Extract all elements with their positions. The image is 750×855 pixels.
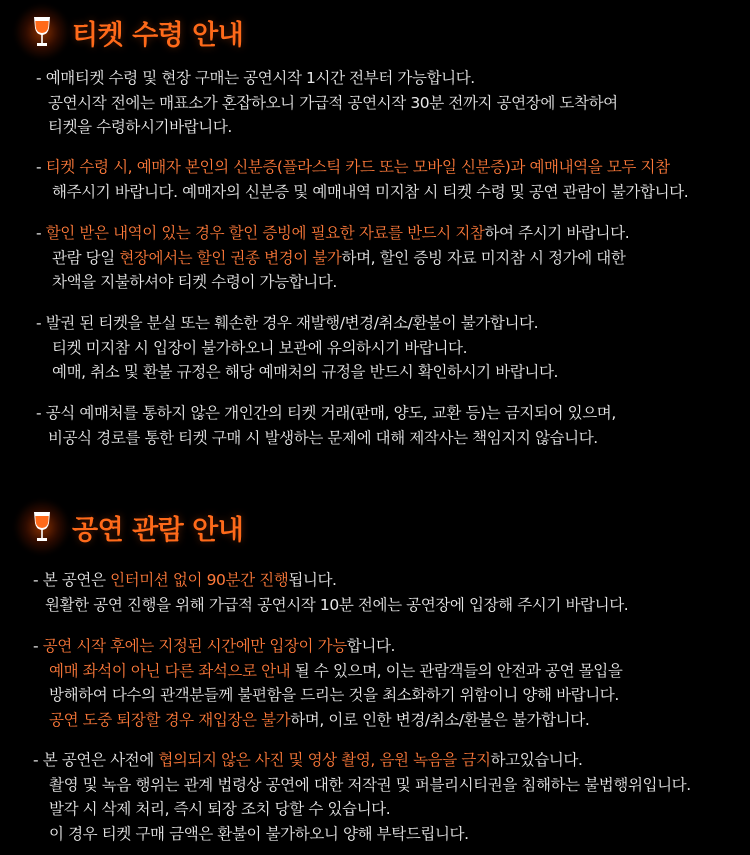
text-line [33,659,738,684]
text-line [33,568,738,593]
body-text: 방해하여 다수의 관객분들께 불편함을 드리는 것을 최소화하기 위함이니 양해 바랍니다. [49,686,619,704]
viewing-item-2 [33,634,738,732]
text-line [33,822,738,847]
body-text: 티켓 미지참 시 입장이 불가하오니 보관에 유의하시기 바랍니다. [52,338,468,357]
body-text: 합니다. [346,637,396,655]
wine-glass-icon [28,14,56,50]
highlight-text: 인터미션 없이 90분간 진행 [110,571,289,589]
text-line [36,115,738,140]
highlight-text: 공연 시작 후에는 지정된 시간에만 입장이 가능 [42,637,347,655]
body-text: - [36,158,46,176]
highlight-text: 현장에서는 할인 권종 변경이 불가 [119,248,342,267]
ticket-item-2 [36,155,738,204]
body-text: - 예매티켓 수령 및 현장 구매는 공연시작 1시간 전부터 가능합니다. [36,69,475,87]
viewing-item-1 [33,568,738,617]
ticket-item-5 [36,401,738,450]
ticket-section-title: 티켓 수령 안내 [72,19,244,51]
text-line [36,246,738,271]
body-text: 원활한 공연 진행을 위해 가급적 공연시작 10분 전에는 공연장에 입장해 주시기 바랍니다. [45,595,629,614]
body-text: 차액을 지불하셔야 티켓 수령이 가능합니다. [52,273,337,291]
ticket-item-1 [36,66,738,140]
body-text: 하며, 할인 증빙 자료 미지참 시 정가에 대한 [341,248,626,267]
body-text: 해주시기 바랍니다. 예매자의 신분증 및 예매내역 미지참 시 티켓 수령 및 공연 관람이 불가합니다. [52,182,689,201]
text-line [33,797,738,822]
highlight-text: 할인 받은 내역이 있는 경우 할인 증빙에 필요한 자료를 반드시 지참 [45,224,485,242]
text-line [33,593,738,618]
text-line [33,748,738,773]
text-line [33,773,738,798]
text-line [36,155,738,180]
body-text: 될 수 있으며, 이는 관람객들의 안전과 공연 몰입을 [290,661,623,680]
body-text: 비공식 경로를 통한 티켓 구매 시 발생하는 문제에 대해 제작사는 책임지지 않습니다. [48,428,598,447]
viewing-section-title: 공연 관람 안내 [72,514,244,546]
text-line [33,683,738,708]
ticket-item-3 [36,221,738,295]
highlight-text: 티켓 수령 시, 예매자 본인의 신분증(플라스틱 카드 또는 모바일 신분증)과 예매내역을 모두 지참 [45,158,670,176]
body-text: - [33,637,43,655]
text-line [36,401,738,426]
body-text: - 본 공연은 [33,571,111,589]
viewing-item-3 [33,748,738,846]
text-line [36,311,738,336]
body-text: 촬영 및 녹음 행위는 관계 법령상 공연에 대한 저작권 및 퍼블리시티권을 침해하는 불법행위입니다. [49,775,691,794]
text-line [36,360,738,385]
body-text: 예매, 취소 및 환불 규정은 해당 예매처의 규정을 반드시 확인하시기 바랍니다. [52,363,559,381]
highlight-text: 협의되지 않은 사진 및 영상 촬영, 음원 녹음을 금지 [158,751,491,769]
body-text: - 공식 예매처를 통하지 않은 개인간의 티켓 거래(판매, 양도, 교환 등)는 금지되어 있으며, [36,404,616,422]
highlight-text: 예매 좌석이 아닌 다른 좌석으로 안내 [49,661,291,680]
body-text: 이 경우 티켓 구매 금액은 환불이 불가하오니 양해 부탁드립니다. [49,824,469,843]
text-line [36,180,738,205]
text-line [33,708,738,733]
body-text: 티켓을 수령하시기바랍니다. [48,118,232,136]
highlight-text: 공연 도중 퇴장할 경우 재입장은 불가 [49,710,291,729]
body-text: 됩니다. [288,571,337,589]
body-text: 관람 당일 [52,248,120,267]
text-line [36,91,738,116]
text-line [36,336,738,361]
body-text: 하여 주시기 바랍니다. [484,224,630,242]
body-text: 하며, 이로 인한 변경/취소/환불은 불가합니다. [290,710,590,729]
body-text: - 발권 된 티켓을 분실 또는 훼손한 경우 재발행/변경/취소/환불이 불가합니다. [36,314,539,332]
text-line [36,426,738,451]
viewing-section-header [28,505,243,549]
body-text: - [36,224,46,242]
text-line [33,634,738,659]
ticket-section-header [28,10,243,54]
text-line [36,66,738,91]
text-line [36,221,738,246]
body-text: 공연시작 전에는 매표소가 혼잡하오니 가급적 공연시작 30분 전까지 공연장에 도착하여 [48,93,618,112]
text-line [36,270,738,295]
body-text: - 본 공연은 사전에 [33,751,159,769]
wine-glass-icon [28,509,56,545]
body-text: 하고있습니다. [490,751,583,769]
ticket-item-4 [36,311,738,385]
body-text: 발각 시 삭제 처리, 즉시 퇴장 조치 당할 수 있습니다. [49,800,391,818]
